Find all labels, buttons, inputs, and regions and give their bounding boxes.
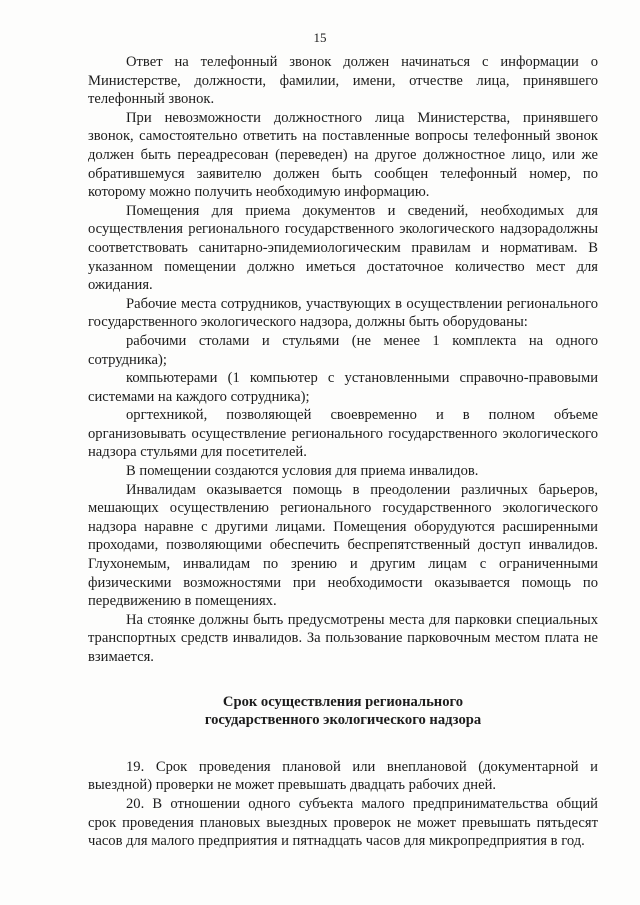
paragraph-disabled-access: В помещении создаются условия для приема инвалидов. xyxy=(126,463,479,480)
section-heading-line-1: Срок осуществления регионального xyxy=(222,693,464,710)
list-item-desks-chairs: рабочими столами и стульями (не менее 1 комплекта на одного сотрудника); xyxy=(88,332,598,368)
paragraph-workplaces-intro: Рабочие места сотрудников, участвующих в осуществлении регионального государственного экологического надзора, должны быть оборудованы: xyxy=(88,295,598,331)
section-heading-line-2: государственного экологического надзора xyxy=(204,712,482,729)
paragraph-19-inspection-term: 19. Срок проведения плановой или внеплановой (документарной и выездной) проверки не может превышать двадцать рабочих дней. xyxy=(88,758,598,794)
paragraph-disabled-assistance: Инвалидам оказывается помощь в преодолении различных барьеров, мешающих осуществлению регионального государственного экологического надзора наравне с другими лицами. Помещения оборудуются расширенными проходами, позволяющими обеспечить беспрепятственный доступ инвалидов. Глухонемым, инвалидам по зрению и другим лицам с ограниченными физическими возможностями при необходимости оказывается помощь по передвижению в помещениях. xyxy=(88,481,598,610)
list-item-computers: компьютерами (1 компьютер с установленными справочно-правовыми системами на каждого сотрудника); xyxy=(88,370,598,405)
paragraph-parking: На стоянке должны быть предусмотрены места для парковки специальных транспортных средств инвалидов. За пользование парковочным местом плата не взимается. xyxy=(88,611,598,665)
page-number: 15 xyxy=(313,30,327,45)
paragraph-call-redirect: При невозможности должностного лица Министерства, принявшего звонок, самостоятельно ответить на поставленные вопросы телефонный звонок должен быть переадресован (переведен) на другое должностное лицо, или же обратившемуся заявителю должен быть сообщен телефонный номер, по которому можно получить необходимую информацию. xyxy=(88,109,598,201)
list-item-office-equipment: оргтехникой, позволяющей своевременно и в полном объеме организовывать осуществление регионального государственного экологического надзора стульями для посетителей. xyxy=(88,407,598,461)
document-body xyxy=(88,53,598,851)
paragraph-premises-requirements: Помещения для приема документов и сведений, необходимых для осуществления регионального государственного экологического надзорадолжны соответствовать санитарно-эпидемиологическим правилам и нормативам. В указанном помещении должно иметься достаточное количество мест для ожидания. xyxy=(88,202,598,294)
paragraph-20-small-business-term: 20. В отношении одного субъекта малого предпринимательства общий срок проведения плановых выездных проверок не может превышать пятьдесят часов для малого предприятия и пятнадцать часов для микропредприятия в год. xyxy=(88,795,598,850)
paragraph-phone-call-greeting: Ответ на телефонный звонок должен начинаться с информации о Министерстве, должности, фамилии, имени, отчестве лица, принявшего телефонный звонок. xyxy=(88,54,598,108)
section-heading xyxy=(88,693,598,730)
